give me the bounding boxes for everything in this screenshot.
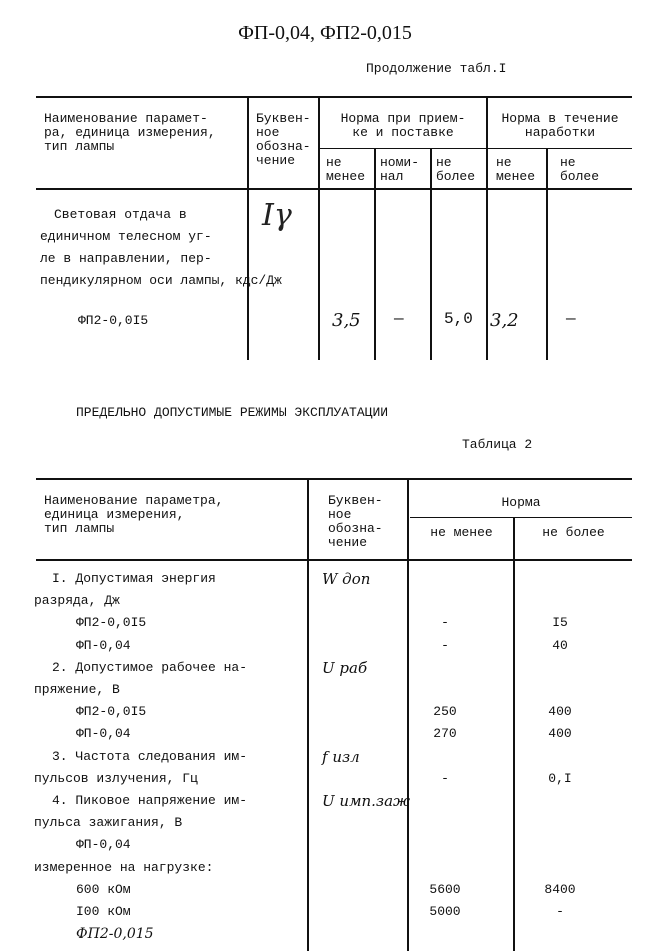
- t1-op-min: 3,2: [490, 310, 519, 331]
- table-row-label: ФП2-0,0I5: [76, 615, 147, 630]
- table-row-label: разряда, Дж: [34, 593, 120, 608]
- min-cell: 250: [433, 704, 457, 719]
- continuation-note: Продолжение табл.I: [366, 61, 507, 76]
- min-cell: -: [441, 771, 449, 786]
- min-cell: -: [441, 638, 449, 653]
- table1-vrule: [486, 96, 488, 360]
- min-cell: -: [441, 615, 449, 630]
- table-row-label: ФП2-0,0I5: [76, 704, 147, 719]
- table1-vrule: [546, 148, 548, 360]
- table-row-label: ФП-0,04: [76, 638, 131, 653]
- t1-sub-min: не менее: [326, 155, 366, 184]
- t2-sub-min: не менее: [430, 525, 493, 540]
- table2-vrule: [513, 517, 515, 951]
- table2-top-rule: [36, 478, 632, 480]
- t1-operation-header: Норма в течение наработки: [501, 111, 619, 140]
- max-cell: 0,I: [548, 771, 572, 786]
- table1-top-rule: [36, 96, 632, 98]
- t1-op-sub-min: не менее: [496, 155, 536, 184]
- table2-label: Таблица 2: [462, 437, 533, 452]
- t1-op-sub-max: не более: [560, 155, 600, 184]
- table1-vrule: [318, 96, 320, 360]
- page-title: ФП-0,04, ФП2-0,015: [238, 22, 412, 44]
- t1-param-header: Наименование парамет- ра, единица измерения, тип лампы: [44, 111, 216, 154]
- symbol-cell: W доп: [322, 570, 371, 588]
- table2-header-rule: [36, 559, 632, 561]
- table-row-label: 4. Пиковое напряжение им-: [52, 793, 248, 808]
- table1-subheader-rule: [320, 148, 632, 149]
- table-row-label: измеренное на нагрузке:: [34, 860, 214, 875]
- max-cell: 40: [552, 638, 568, 653]
- table1-header-rule: [36, 188, 632, 190]
- table2-subheader-rule: [410, 517, 632, 518]
- t2-norm-header: Норма: [501, 495, 541, 510]
- max-cell: 400: [548, 704, 572, 719]
- table1-vrule: [374, 148, 376, 360]
- t1-row-param-cont: единичном телесном уг- ле в направлении, пер- пендикулярном оси лампы, кдс/Дж: [40, 229, 282, 288]
- max-cell: I5: [552, 615, 568, 630]
- t1-acc-min: 3,5: [332, 310, 361, 331]
- max-cell: 400: [548, 726, 572, 741]
- t1-acc-max: 5,0: [444, 310, 473, 328]
- t1-sub-nom: номи- нал: [380, 155, 420, 184]
- min-cell: 5600: [429, 882, 461, 897]
- max-cell: 8400: [544, 882, 576, 897]
- t1-row-param: Световая отдача в: [54, 207, 187, 222]
- symbol-cell: U имп.заж: [322, 792, 411, 810]
- table-row-label: 2. Допустимое рабочее на-: [52, 660, 248, 675]
- table-row-label: пульсов излучения, Гц: [34, 771, 198, 786]
- t1-op-max: —: [566, 310, 576, 328]
- t1-symbol-value: Iγ: [262, 198, 292, 233]
- table-row-label: 3. Частота следования им-: [52, 749, 248, 764]
- t2-param-header: Наименование параметра, единица измерения, тип лампы: [44, 493, 224, 536]
- table-row-label: пряжение, В: [34, 682, 120, 697]
- table-row-label: ФП2-0,015: [76, 926, 154, 942]
- min-cell: 270: [433, 726, 457, 741]
- symbol-cell: f изл: [322, 748, 360, 766]
- t1-row-lamp: ФП2-0,0I5: [78, 313, 149, 328]
- t2-sub-max: не более: [542, 525, 605, 540]
- table-row-label: пульса зажигания, В: [34, 815, 183, 830]
- table-row-label: I. Допустимая энергия: [52, 571, 216, 586]
- table-row-label: I00 кОм: [76, 904, 131, 919]
- table-row-label: ФП-0,04: [76, 837, 131, 852]
- t1-acceptance-header: Норма при прием- ке и поставке: [340, 111, 466, 140]
- t1-symbol-header: Буквен- ное обозна- чение: [256, 111, 311, 168]
- symbol-cell: U раб: [322, 659, 368, 677]
- table-row-label: 600 кОм: [76, 882, 131, 897]
- t2-symbol-header: Буквен- ное обозна- чение: [328, 493, 383, 550]
- t1-sub-max: не более: [436, 155, 476, 184]
- table1-vrule: [430, 148, 432, 360]
- table-row-label: ФП-0,04: [76, 726, 131, 741]
- t1-acc-nom: —: [394, 310, 404, 328]
- min-cell: 5000: [429, 904, 461, 919]
- table2-vrule: [307, 478, 309, 951]
- max-cell: -: [556, 904, 564, 919]
- section-heading: ПРЕДЕЛЬНО ДОПУСТИМЫЕ РЕЖИМЫ ЭКСПЛУАТАЦИИ: [76, 405, 389, 420]
- table2-vrule: [407, 478, 409, 951]
